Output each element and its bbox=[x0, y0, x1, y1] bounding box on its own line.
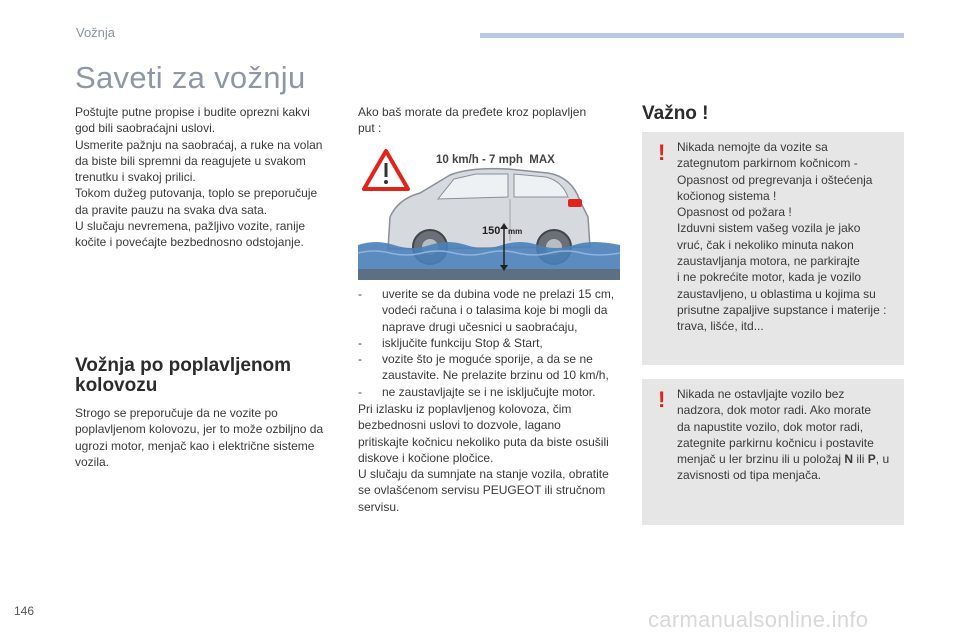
list-marker: - bbox=[358, 352, 362, 367]
list-item bbox=[358, 335, 623, 351]
warning-text: Nikada nemojte da vozite sa zategnutom parkirnom kočnicom - Opasnost od pregrevanja i oštećenja kočionog sistema ! Opasnost od požara ! Izduvni sistem vašeg vozila je jako vruć, čak i nekoliko minuta nakon zaustavljanja motora, ne parkirajte i ne pokrećite motor, kada je vozilo zaustavljeno, u oblastima u kojima su prisutne zapaljive supstance i materije : trava, lišće, itd... bbox=[677, 140, 887, 334]
warning-text-part: ili bbox=[853, 452, 868, 467]
list-item bbox=[358, 384, 623, 400]
warning-text bbox=[677, 386, 899, 484]
list-item-text: uverite se da dubina vode ne prelazi 15 cm, vodeći računa i o talasima koje bi mogli da naprave drugi učesnici u saobraćaju, bbox=[382, 287, 615, 334]
warning-box-unattended bbox=[642, 379, 904, 525]
flood-car-illustration bbox=[358, 141, 620, 280]
page-title: Saveti za vožnju bbox=[75, 60, 306, 95]
warning-box-parking-brake bbox=[642, 132, 904, 365]
important-heading: Važno ! bbox=[642, 103, 709, 124]
warning-icon: ! bbox=[658, 387, 666, 412]
gear-p-label: P bbox=[867, 452, 876, 467]
flood-lead-text: Ako baš morate da pređete kroz poplavljen put : bbox=[358, 105, 587, 136]
page-number: 146 bbox=[14, 604, 35, 618]
list-item-text: isključite funkciju Stop & Start, bbox=[382, 335, 543, 350]
list-item bbox=[358, 351, 623, 384]
list-marker: - bbox=[358, 384, 362, 399]
after-flood-text: Pri izlasku iz poplavljenog kolovoza, čim bezbednosni uslovi to dozvole, lagano pritiskajte kočnicu nekoliko puta da biste osušili diskove i kočione pločice. U slučaju da sumnjate na stanje vozila, obratite se ovlašćenom servisu PEUGEOT ili stručnom servisu. bbox=[358, 402, 609, 514]
warning-text-part: Nikada ne ostavljajte vozilo bez nadzora, dok motor radi. Ako morate da napustite vozilo, dok motor radi, zategnite parkirnu kočnicu i postavite menjač u ler brzinu ili u položaj bbox=[677, 387, 874, 467]
flood-text: Strogo se preporučuje da ne vozite po poplavljenom kolovozu, jer to može ozbiljno da ugrozi motor, menjač kao i električne sisteme vozila. bbox=[75, 406, 324, 469]
warning-icon: ! bbox=[658, 140, 666, 165]
list-item-text: vozite što je moguće sporije, a da se ne zaustavite. Ne prelazite brzinu od 10 km/h, bbox=[382, 352, 609, 383]
flood-precautions-list bbox=[358, 286, 623, 400]
list-item bbox=[358, 286, 623, 335]
speed-label: 10 km/h - 7 mph MAX bbox=[436, 154, 555, 166]
header-bar bbox=[480, 33, 904, 38]
list-marker: - bbox=[358, 287, 362, 301]
section-label: Vožnja bbox=[76, 25, 116, 40]
gear-n-label: N bbox=[844, 452, 854, 467]
intro-text: Poštujte putne propise i budite oprezni kakvi god bili saobraćajni uslovi. Usmerite pažnju na saobraćaj, a ruke na volan da biste bili spremni da reagujete u svakom trenutku i svakoj prilici. Tokom dužeg putovanja, toplo se preporučuje da pravite pauzu na svaka dva sata. U slučaju nevremena, pažljivo vozite, ranije kočite i povećajte bezbednosno odstojanje. bbox=[75, 105, 323, 250]
flood-heading: Vožnja po poplavljenom kolovozu bbox=[75, 355, 292, 396]
flood-illustration bbox=[358, 141, 620, 280]
warning-text-part: , u zavisnosti od tipa menjača. bbox=[677, 452, 890, 483]
depth-label: 150 bbox=[482, 225, 501, 237]
depth-unit: mm bbox=[508, 227, 523, 236]
list-marker: - bbox=[358, 335, 362, 350]
list-item-text: ne zaustavljajte se i ne isključujte motor. bbox=[382, 384, 596, 399]
watermark: carmanualsonline.info bbox=[648, 607, 869, 632]
